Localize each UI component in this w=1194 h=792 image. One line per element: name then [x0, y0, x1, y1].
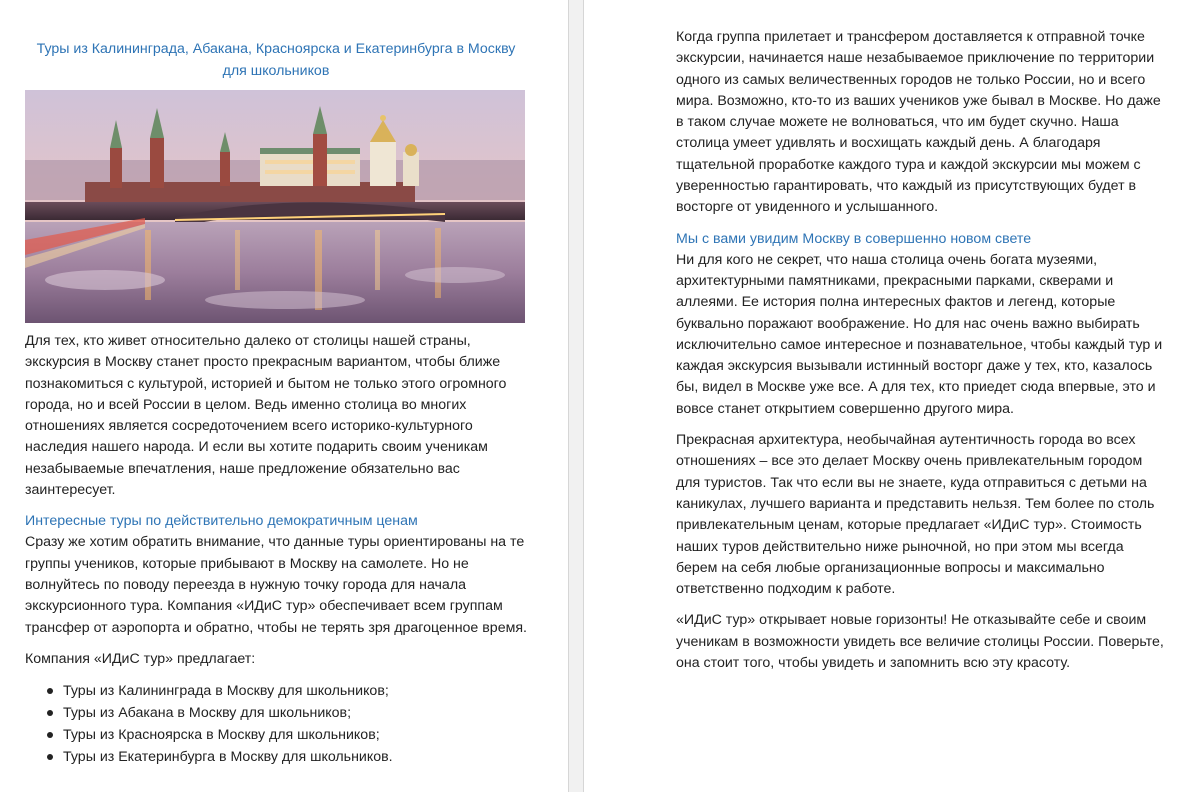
subheading-affordable-tours: Интересные туры по действительно демократичным ценам: [25, 513, 418, 530]
offer-intro: Компания «ИДиС тур» предлагает:: [25, 650, 256, 667]
architecture-paragraph: Прекрасная архитектура, необычайная аутентичность города во всех отношениях – все это делает Москву очень привлекательным городом для туристов. Так что если вы не знаете, куда отправиться с детьми на каникулах, лучшего варианта и представить нельзя. Тем более по столь привлекательным ценам, которые предлагает «ИДиС тур». Стоимость наших туров действительно ниже рыночной, но при этом мы всегда берем на себя любые организационные вопросы и максимально ответственно подходим к работе.: [676, 432, 1155, 598]
list-item: [63, 746, 527, 768]
bullet-icon: [47, 754, 53, 760]
document-page-right: [584, 0, 1194, 792]
document-page-left: [0, 0, 568, 792]
list-item: [63, 724, 527, 746]
arrival-paragraph: Когда группа прилетает и трансфером доставляется к отправной точке экскурсии, начинается наше незабываемое приключение по территории одного из самых величественных городов не только России, но и всего мира. Возможно, кто-то из ваших учеников уже бывал в Москве. Но даже в таком случае можете не волноваться, что им будет скучно. Наша столица умеет удивлять и восхищать каждый день. А благодаря тщательной проработке каждого тура и каждой экскурсии мы можем с уверенностью гарантировать, что каждый из присутствующих будет в восторге от увиденного и услышанного.: [676, 29, 1161, 216]
page-gutter: [568, 0, 584, 792]
list-item: [63, 680, 527, 702]
list-item-text: Туры из Красноярска в Москву для школьников;: [63, 727, 380, 744]
closing-paragraph: «ИДиС тур» открывает новые горизонты! Не отказывайте себе и своим ученикам в возможности увидеть все величие столицы России. Поверьте, она стоит того, чтобы увидеть и запомнить всю эту красоту.: [676, 612, 1164, 672]
list-item-text: Туры из Екатеринбурга в Москву для школьников.: [63, 749, 393, 766]
list-item-text: Туры из Абакана в Москву для школьников;: [63, 705, 352, 722]
document-title: Туры из Калининграда, Абакана, Красноярска и Екатеринбурга в Москву для школьников: [36, 41, 516, 79]
page-right-content: [676, 27, 1166, 684]
bullet-icon: [47, 710, 53, 716]
tours-list: [25, 680, 527, 768]
bullet-icon: [47, 688, 53, 694]
bullet-icon: [47, 732, 53, 738]
transfer-paragraph: Сразу же хотим обратить внимание, что данные туры ориентированы на те группы учеников, которые прибывают в Москву на самолете. Но не волнуйтесь по поводу переезда в нужную точку города для начала экскурсионного тура. Компания «ИДиС тур» обеспечивает всем группам трансфер от аэропорта и обратно, чтобы не терять зря драгоценное время.: [25, 534, 527, 636]
list-item-text: Туры из Калининграда в Москву для школьников;: [63, 683, 389, 700]
page-left-content: [25, 38, 527, 768]
list-item: [63, 702, 527, 724]
moscow-kremlin-photo: [25, 90, 525, 323]
intro-paragraph: Для тех, кто живет относительно далеко от столицы нашей страны, экскурсия в Москву станет просто прекрасным вариантом, чтобы ближе познакомиться с культурой, историей и бытом не только этого огромного города, но и всей России в целом. Ведь именно столица во многих отношениях является сосредоточением всего историко-культурного наследия нашего народа. И если вы хотите подарить своим ученикам незабываемые впечатления, наше предложение обязательно вас заинтересует.: [25, 333, 507, 499]
museums-paragraph: Ни для кого не секрет, что наша столица очень богата музеями, архитектурными памятниками, прекрасными парками, скверами и аллеями. Ее история полна интересных фактов и легенд, которые буквально поражают воображение. Но для нас очень важно выбирать исключительно самое интересное и познавательное, чтобы каждый тур и каждая экскурсия вызывали истинный восторг даже у тех, кто, казалось бы, видел в Москве уже все. А для тех, кто приедет сюда впервые, это и вовсе станет открытием совершенно другого мира.: [676, 251, 1163, 417]
subheading-new-light: Мы с вами увидим Москву в совершенно новом свете: [676, 230, 1032, 247]
